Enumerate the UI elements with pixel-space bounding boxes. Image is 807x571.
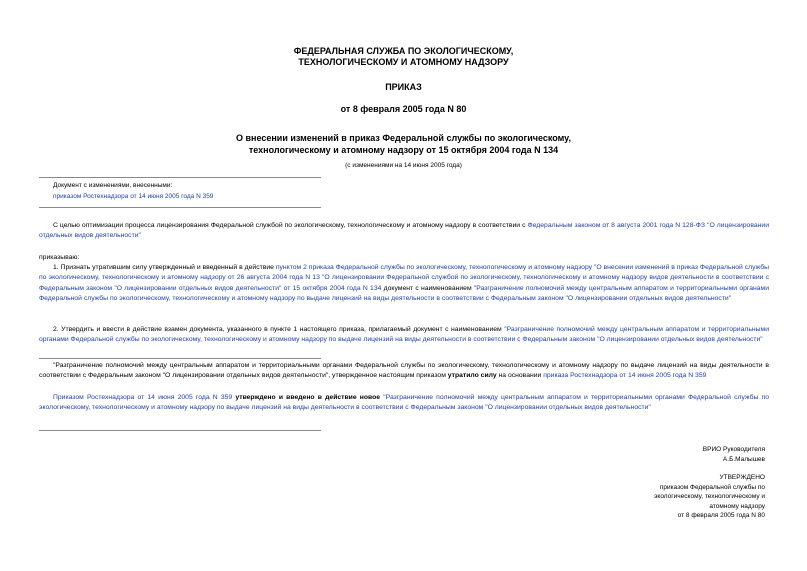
agency-name [0, 46, 807, 68]
signature-block [703, 445, 765, 464]
order-word: приказываю: [39, 254, 80, 261]
approved-line-4: от 8 февраля 2005 года N 80 [677, 512, 765, 519]
new-delimitation-doc-link[interactable]: "Разграничение полномочий между центральным аппаратом и территориальными органами Федеральной службы по экологическому, технологическому и атомному надзору по выдаче лицензий на виды деятельности в соответствии с Федеральным законом "О лицензировании отдельных видов деятельности" [39, 394, 769, 412]
approval-block [654, 473, 765, 521]
amend-note-label: Документ с изменениями, внесенными: [53, 182, 173, 189]
divider [39, 177, 321, 178]
order-359-link-2[interactable]: Приказом Ростехнадзора от 14 июня 2005 года N 359 [53, 394, 233, 401]
agency-line-1: ФЕДЕРАЛЬНАЯ СЛУЖБА ПО ЭКОЛОГИЧЕСКОМУ, [293, 46, 514, 56]
approved-word: УТВЕРЖДЕНО [719, 474, 765, 481]
divider [39, 207, 321, 208]
doc-title [0, 133, 807, 156]
order-359-link[interactable]: приказа Ростехнадзора от 14 июня 2005 года N 359 [543, 372, 707, 380]
amend-note-link[interactable]: приказом Ростехнадзора от 14 июня 2005 года N 359 [53, 193, 214, 200]
approved-line-2: экологическому, технологическому и [654, 493, 765, 500]
order-134-link[interactable]: пунктом 2 приказа Федеральной службы по экологическому, технологическому и атомному надзору "О внесении изменений в приказ Федеральной службы по экологическому, технологическому и атомному надзору от 26 августа 2004 года N 13 "О лицензировании Федеральной службой по экологическому, технологическому и атомному надзору видов деятельности в соответствии с Федеральным законом "О лицензировании отдельных видов деятельности" от 15 октября 2004 года N 134 [39, 264, 769, 292]
paragraph-1: 1. Признать утратившим силу утвержденный и введенный в действие пунктом 2 приказа Федеральной службы по экологическому, технологическому и атомному надзору "О внесении изменений в приказ Федеральной службы по экологическому, технологическому и атомному надзору от 26 августа 2004 года N 13 "О лицензировании Федеральной службой по экологическому, технологическому и атомному надзору видов деятельности в соответствии с Федеральным законом "О лицензировании отдельных видов деятельности" от 15 октября 2004 года N 134 документ с наименованием "Разграничение полномочий между центральным аппаратом и территориальными органами Федеральной службы по экологическому, технологическому и атомному надзору по выдаче лицензий на виды деятельности в соответствии с Федеральным законом "О лицензировании отдельных видов деятельности" [39, 264, 769, 302]
divider [39, 358, 321, 359]
editorial-note-1: "Разграничение полномочий между центральным аппаратом и территориальными органами Федеральной службы по экологическому, технологическому и атомному надзору по выдаче лицензий на виды деятельности в соответствии с Федеральным законом "О лицензировании отдельных видов деятельности", утвержденное настоящим приказом утратило силу на основании приказа Ростехнадзора от 14 июня 2005 года N 359 [39, 362, 769, 380]
editorial-note-2: Приказом Ростехнадзора от 14 июня 2005 года N 359 утверждено и введено в действие новое "Разграничение полномочий между центральным аппаратом и территориальными органами Федеральной службы по экологическому, технологическому и атомному надзору по выдаче лицензий на виды деятельности в соответствии с Федеральным законом "О лицензировании отдельных видов деятельности" [39, 394, 769, 412]
divider [39, 430, 321, 431]
approved-line-1: приказом Федеральной службы по [659, 483, 765, 491]
intro-paragraph: С целью оптимизации процесса лицензирования Федеральной службой по экологическому, технологическому и атомному надзору в соответствии с Федеральным законом от 8 августа 2001 года N 128-ФЗ "О лицензировании отдельных видов деятельности" [39, 222, 769, 240]
doc-title-line-2: технологическому и атомному надзору от 15 октября 2004 года N 134 [248, 144, 559, 155]
doc-type: ПРИКАЗ [385, 82, 422, 92]
doc-title-line-1: О внесении изменений в приказ Федеральной службы по экологическому, [235, 133, 571, 143]
paragraph-2: 2. Утвердить и ввести в действие взамен документа, указанного в пункте 1 настоящего приказа, прилагаемый документ с наименованием "Разграничение полномочий между центральным аппаратом и территориальными органами Федеральной службы по экологическому, технологическому и атомному надзору по выдаче лицензий на виды деятельности в соответствии с Федеральным законом "О лицензировании отдельных видов деятельности" [39, 326, 769, 344]
delimitation-doc-link[interactable]: "Разграничение полномочий между центральным аппаратом и территориальными органами Федеральной службы по экологическому, технологическому и атомному надзору по выдаче лицензий на виды деятельности в соответствии с Федеральным законом "О лицензировании отдельных видов деятельности" [39, 284, 769, 302]
delimitation-doc-link-2[interactable]: "Разграничение полномочий между центральным аппаратом и территориальными органами Федеральной службы по экологическому, технологическому и атомному надзору по выдаче лицензий на виды деятельности в соответствии с Федеральным законом "О лицензировании отдельных видов деятельности" [39, 326, 769, 344]
law-128-fz-link[interactable]: Федеральным законом от 8 августа 2001 года N 128-ФЗ "О лицензировании отдельных видов деятельности" [39, 222, 769, 240]
agency-line-2: ТЕХНОЛОГИЧЕСКОМУ И АТОМНОМУ НАДЗОРУ [298, 57, 509, 67]
amended-note: (с изменениями на 14 июня 2005 года) [345, 162, 462, 169]
signer-position: ВРИО Руководителя [702, 446, 765, 453]
doc-date: от 8 февраля 2005 года N 80 [340, 104, 467, 114]
signer-name: А.Б.Малышев [722, 455, 765, 463]
approved-line-3: атомному надзору [709, 502, 765, 510]
